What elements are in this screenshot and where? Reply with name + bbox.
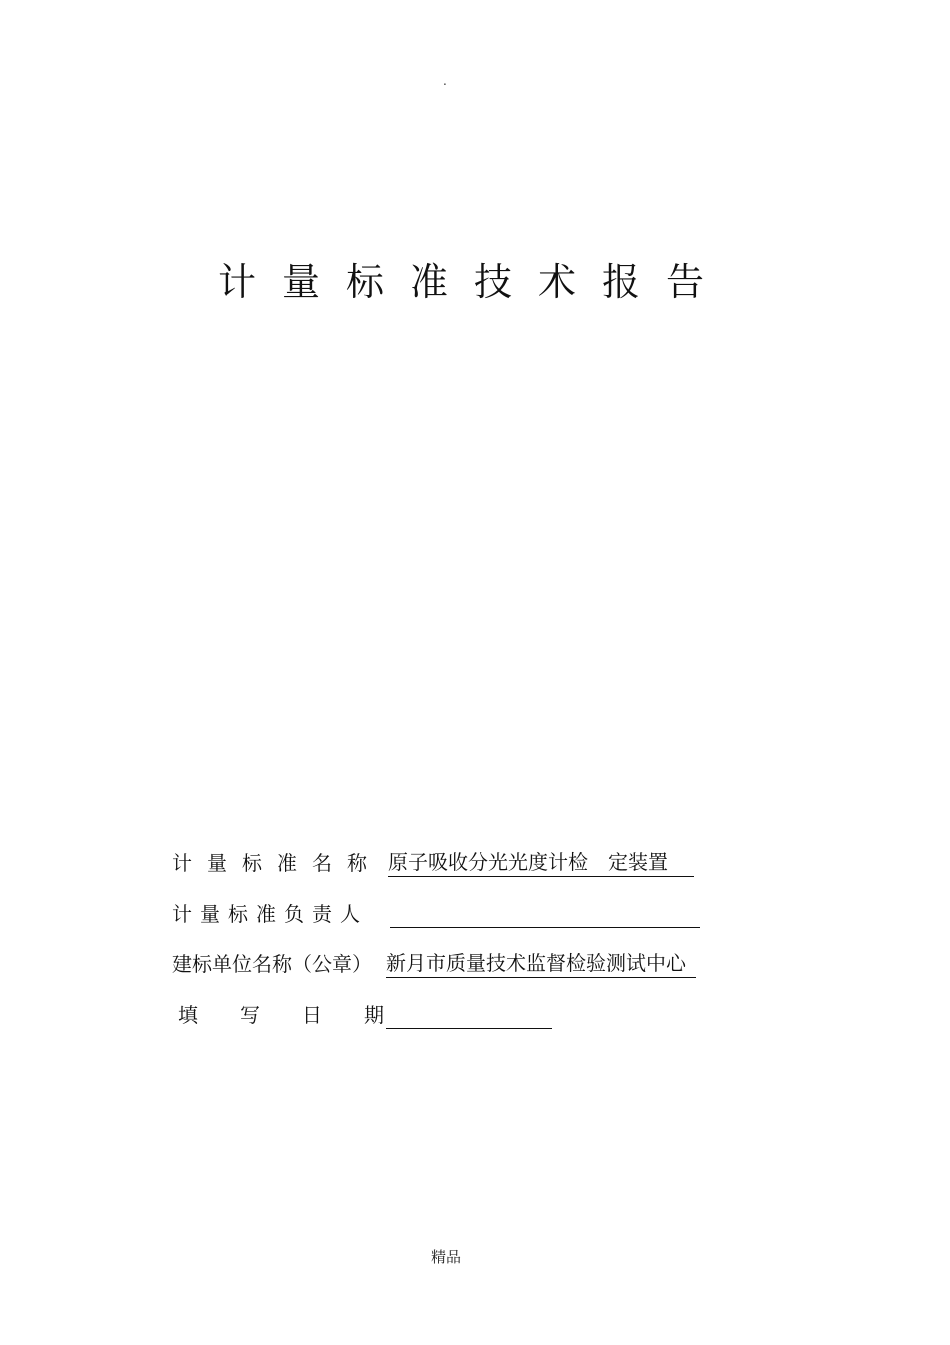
- report-title: 计量标准技术报告: [218, 260, 731, 304]
- unit-label: 建标单位名称（公章）: [172, 952, 372, 976]
- top-dot-mark: .: [443, 74, 447, 88]
- unit-value: 新月市质量技术监督检验测试中心: [386, 949, 696, 978]
- standard-name-label: 计量标准名称: [172, 851, 382, 875]
- date-value-line: [386, 1000, 552, 1029]
- owner-label: 计量标准负责人: [172, 902, 368, 926]
- date-label: 填写日期: [178, 1003, 426, 1027]
- page-footer: 精品: [431, 1248, 462, 1266]
- standard-name-value: 原子吸收分光光度计检 定装置: [388, 848, 694, 877]
- owner-value-line: [390, 899, 700, 928]
